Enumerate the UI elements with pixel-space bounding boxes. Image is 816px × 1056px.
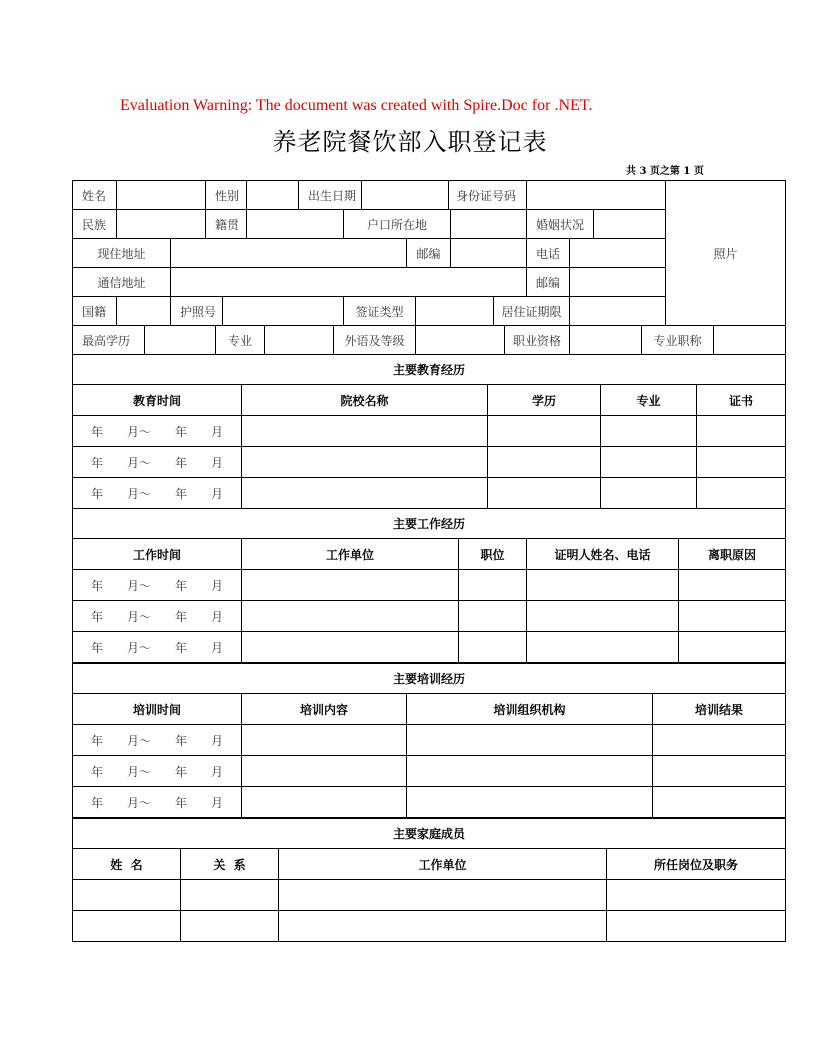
input-cell[interactable] <box>569 267 666 297</box>
input-cell[interactable] <box>246 209 344 239</box>
work-input-cell[interactable] <box>458 569 527 601</box>
work-date-cell[interactable]: 年 月～ 年 月 <box>72 631 242 663</box>
work-column-header: 工作单位 <box>241 538 459 570</box>
label-title: 专业职称 <box>641 325 714 355</box>
education-column-header: 学历 <box>487 384 601 416</box>
education-input-cell[interactable] <box>241 446 488 478</box>
training-input-cell[interactable] <box>241 755 407 787</box>
training-input-cell[interactable] <box>652 724 786 756</box>
education-input-cell[interactable] <box>487 477 601 509</box>
work-input-cell[interactable] <box>526 569 679 601</box>
education-input-cell[interactable] <box>696 477 786 509</box>
education-input-cell[interactable] <box>487 415 601 447</box>
education-column-header: 专业 <box>600 384 697 416</box>
work-column-header: 职位 <box>458 538 527 570</box>
input-cell[interactable] <box>526 180 666 210</box>
label-postcode2: 邮编 <box>526 267 570 297</box>
family-input-cell[interactable] <box>72 910 181 942</box>
input-cell[interactable] <box>246 180 299 210</box>
label-education: 最高学历 <box>72 325 145 355</box>
input-cell[interactable] <box>170 238 407 268</box>
education-input-cell[interactable] <box>696 446 786 478</box>
input-cell[interactable] <box>713 325 786 355</box>
input-cell[interactable] <box>222 296 344 326</box>
training-input-cell[interactable] <box>652 755 786 787</box>
education-section-heading: 主要教育经历 <box>72 354 786 385</box>
education-column-header: 证书 <box>696 384 786 416</box>
label-major: 专业 <box>215 325 265 355</box>
family-column-header: 姓 名 <box>72 848 181 880</box>
education-input-cell[interactable] <box>487 446 601 478</box>
family-section-heading: 主要家庭成员 <box>72 818 786 849</box>
education-date-cell[interactable]: 年 月～ 年 月 <box>72 446 242 478</box>
work-column-header: 工作时间 <box>72 538 242 570</box>
education-column-header: 教育时间 <box>72 384 242 416</box>
training-input-cell[interactable] <box>652 786 786 818</box>
label-ethnicity: 民族 <box>72 209 117 239</box>
work-date-cell[interactable]: 年 月～ 年 月 <box>72 600 242 632</box>
training-input-cell[interactable] <box>406 755 653 787</box>
training-input-cell[interactable] <box>406 724 653 756</box>
label-current-address: 现住地址 <box>72 238 171 268</box>
family-input-cell[interactable] <box>606 910 786 942</box>
work-input-cell[interactable] <box>526 631 679 663</box>
input-cell[interactable] <box>264 325 334 355</box>
training-column-header: 培训时间 <box>72 693 242 725</box>
work-input-cell[interactable] <box>526 600 679 632</box>
family-input-cell[interactable] <box>606 879 786 911</box>
training-date-cell[interactable]: 年 月～ 年 月 <box>72 755 242 787</box>
form-title-text: 养老院餐饮部入职登记表 <box>272 128 548 156</box>
work-date-cell[interactable]: 年 月～ 年 月 <box>72 569 242 601</box>
education-input-cell[interactable] <box>600 477 697 509</box>
education-input-cell[interactable] <box>696 415 786 447</box>
input-cell[interactable] <box>116 209 206 239</box>
work-input-cell[interactable] <box>678 600 786 632</box>
label-birth-date: 出生日期 <box>298 180 362 210</box>
training-input-cell[interactable] <box>241 724 407 756</box>
family-column-header: 所任岗位及职务 <box>606 848 786 880</box>
label-passport: 护照号 <box>170 296 223 326</box>
work-input-cell[interactable] <box>458 600 527 632</box>
education-column-header: 院校名称 <box>241 384 488 416</box>
label-language: 外语及等级 <box>333 325 416 355</box>
training-input-cell[interactable] <box>406 786 653 818</box>
label-visa-type: 签证类型 <box>343 296 416 326</box>
training-date-cell[interactable]: 年 月～ 年 月 <box>72 724 242 756</box>
work-input-cell[interactable] <box>678 569 786 601</box>
label-qualification: 职业资格 <box>504 325 570 355</box>
input-cell[interactable] <box>116 180 206 210</box>
family-column-header: 工作单位 <box>278 848 607 880</box>
education-input-cell[interactable] <box>600 446 697 478</box>
label-hukou: 户口所在地 <box>343 209 451 239</box>
work-section-heading: 主要工作经历 <box>72 508 786 539</box>
education-input-cell[interactable] <box>600 415 697 447</box>
label-id-number: 身份证号码 <box>448 180 527 210</box>
input-cell[interactable] <box>569 325 642 355</box>
training-input-cell[interactable] <box>241 786 407 818</box>
training-column-header: 培训内容 <box>241 693 407 725</box>
family-input-cell[interactable] <box>278 879 607 911</box>
label-native-place: 籍贯 <box>205 209 247 239</box>
family-input-cell[interactable] <box>72 879 181 911</box>
input-cell[interactable] <box>144 325 216 355</box>
input-cell[interactable] <box>569 238 666 268</box>
page-info: 共 3 页之第 1 页 <box>626 166 704 177</box>
input-cell[interactable] <box>450 209 527 239</box>
input-cell[interactable] <box>361 180 449 210</box>
family-input-cell[interactable] <box>180 910 279 942</box>
family-column-header: 关 系 <box>180 848 279 880</box>
work-column-header: 证明人姓名、电话 <box>526 538 679 570</box>
family-input-cell[interactable] <box>278 910 607 942</box>
label-nationality: 国籍 <box>72 296 117 326</box>
training-section-heading: 主要培训经历 <box>72 663 786 694</box>
label-gender: 性别 <box>205 180 247 210</box>
family-input-cell[interactable] <box>180 879 279 911</box>
input-cell[interactable] <box>569 296 666 326</box>
input-cell[interactable] <box>415 325 505 355</box>
form-title <box>0 122 816 157</box>
work-input-cell[interactable] <box>241 569 459 601</box>
input-cell[interactable] <box>170 267 527 297</box>
photo-box[interactable]: 照片 <box>665 180 786 326</box>
training-date-cell[interactable]: 年 月～ 年 月 <box>72 786 242 818</box>
work-input-cell[interactable] <box>458 631 527 663</box>
training-column-header: 培训结果 <box>652 693 786 725</box>
education-date-cell[interactable]: 年 月～ 年 月 <box>72 415 242 447</box>
label-residence-limit: 居住证期限 <box>493 296 570 326</box>
training-column-header: 培训组织机构 <box>406 693 653 725</box>
label-mail-address: 通信地址 <box>72 267 171 297</box>
evaluation-warning: Evaluation Warning: The document was created with Spire.Doc for .NET. <box>120 97 593 114</box>
work-column-header: 离职原因 <box>678 538 786 570</box>
work-input-cell[interactable] <box>241 631 459 663</box>
education-date-cell[interactable]: 年 月～ 年 月 <box>72 477 242 509</box>
label-phone: 电话 <box>526 238 570 268</box>
work-input-cell[interactable] <box>678 631 786 663</box>
input-cell[interactable] <box>415 296 494 326</box>
education-input-cell[interactable] <box>241 415 488 447</box>
label-marital: 婚姻状况 <box>526 209 594 239</box>
input-cell[interactable] <box>116 296 171 326</box>
input-cell[interactable] <box>450 238 527 268</box>
label-name: 姓名 <box>72 180 117 210</box>
work-input-cell[interactable] <box>241 600 459 632</box>
input-cell[interactable] <box>593 209 666 239</box>
education-input-cell[interactable] <box>241 477 488 509</box>
label-postcode: 邮编 <box>406 238 451 268</box>
